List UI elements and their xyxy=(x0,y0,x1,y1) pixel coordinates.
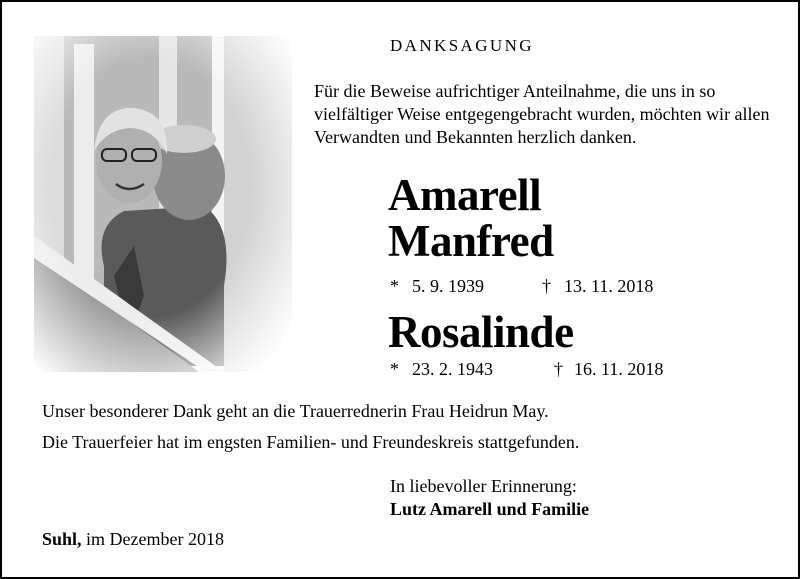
death-date: 13. 11. 2018 xyxy=(564,276,654,296)
closing-block xyxy=(390,475,589,521)
death-symbol: † xyxy=(542,276,551,296)
date-line: im Dezember 2018 xyxy=(86,529,224,549)
death-symbol: † xyxy=(554,359,563,379)
intro-text: Für die Beweise aufrichtiger Anteilnahme, die uns in so vielfältiger Weise entgegengebracht wurden, möchten wir allen Verwandten und Bekannten herzlich danken. xyxy=(314,81,770,147)
ceremony-line: Die Trauerfeier hat im engsten Familien- und Freundeskreis stattgefunden. xyxy=(42,432,580,452)
closing-line: In liebevoller Erinnerung: xyxy=(390,476,577,496)
signature: Lutz Amarell und Familie xyxy=(390,499,590,519)
first-name-rosalinde: Rosalinde xyxy=(388,307,574,357)
surname: Amarell xyxy=(388,170,542,220)
birth-date: 23. 2. 1943 xyxy=(412,359,493,379)
birth-date: 5. 9. 1939 xyxy=(412,276,484,296)
first-name-manfred: Manfred xyxy=(388,216,554,266)
thanks-line: Unser besonderer Dank geht an die Trauerrednerin Frau Heidrun May. xyxy=(42,401,549,421)
couple-photo xyxy=(34,36,292,372)
death-date: 16. 11. 2018 xyxy=(574,359,664,379)
place: Suhl, xyxy=(42,529,82,549)
heading: DANKSAGUNG xyxy=(390,36,534,55)
birth-symbol: * xyxy=(390,276,399,296)
birth-symbol: * xyxy=(390,359,399,379)
place-date xyxy=(42,529,224,550)
